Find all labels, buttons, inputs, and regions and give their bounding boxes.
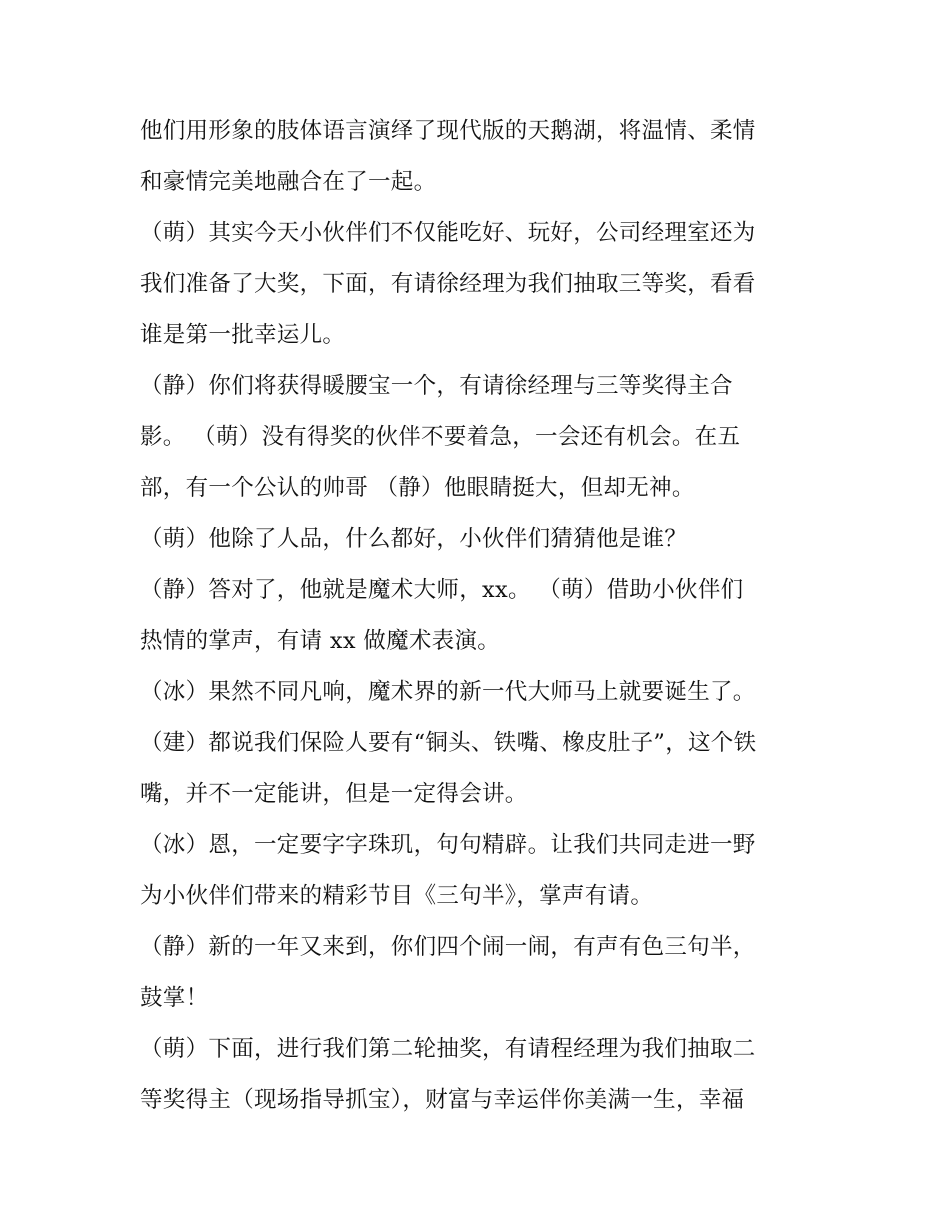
document-body <box>140 106 820 1126</box>
text-line: 谁是第一批幸运儿。 <box>140 322 346 348</box>
text-line: （冰）恩，一定要字字珠玑，句句精辟。让我们共同走进一野 <box>140 832 756 858</box>
text-line: 等奖得主（现场指导抓宝），财富与幸运伴你美满一生，幸福 <box>140 1087 745 1113</box>
text-line: 部，有一个公认的帅哥 （静）他眼睛挺大，但却无神。 <box>140 475 695 501</box>
text-line: 影。 （萌）没有得奖的伙伴不要着急，一会还有机会。在五 <box>140 424 741 450</box>
text-line: 为小伙伴们带来的精彩节目《三句半》，掌声有请。 <box>140 883 654 909</box>
text-line: （建）都说我们保险人要有“铜头、铁嘴、橡皮肚子”，这个铁 <box>140 730 757 756</box>
text-line: 和豪情完美地融合在了一起。 <box>140 169 437 195</box>
text-line: 热情的掌声，有请 xx 做魔术表演。 <box>140 628 501 654</box>
text-line: （静）答对了，他就是魔术大师，xx。 （萌）借助小伙伴们 <box>140 577 744 603</box>
text-line: （萌）其实今天小伙伴们不仅能吃好、玩好，公司经理室还为 <box>140 220 756 246</box>
text-line: 嘴，并不一定能讲，但是一定得会讲。 <box>140 781 528 807</box>
text-line: （冰）果然不同凡响，魔术界的新一代大师马上就要诞生了。 <box>140 679 756 705</box>
text-line: （静）你们将获得暖腰宝一个，有请徐经理与三等奖得主合 <box>140 373 733 399</box>
text-line: 我们准备了大奖，下面，有请徐经理为我们抽取三等奖，看看 <box>140 271 756 297</box>
text-line: 鼓掌！ <box>140 985 209 1011</box>
text-line: 他们用形象的肢体语言演绎了现代版的天鹅湖，将温情、柔情 <box>140 118 756 144</box>
text-line: （萌）下面，进行我们第二轮抽奖，有请程经理为我们抽取二 <box>140 1036 756 1062</box>
text-line: （萌）他除了人品，什么都好，小伙伴们猜猜他是谁？ <box>140 526 688 552</box>
text-line: （静）新的一年又来到，你们四个闹一闹，有声有色三句半， <box>140 934 756 960</box>
